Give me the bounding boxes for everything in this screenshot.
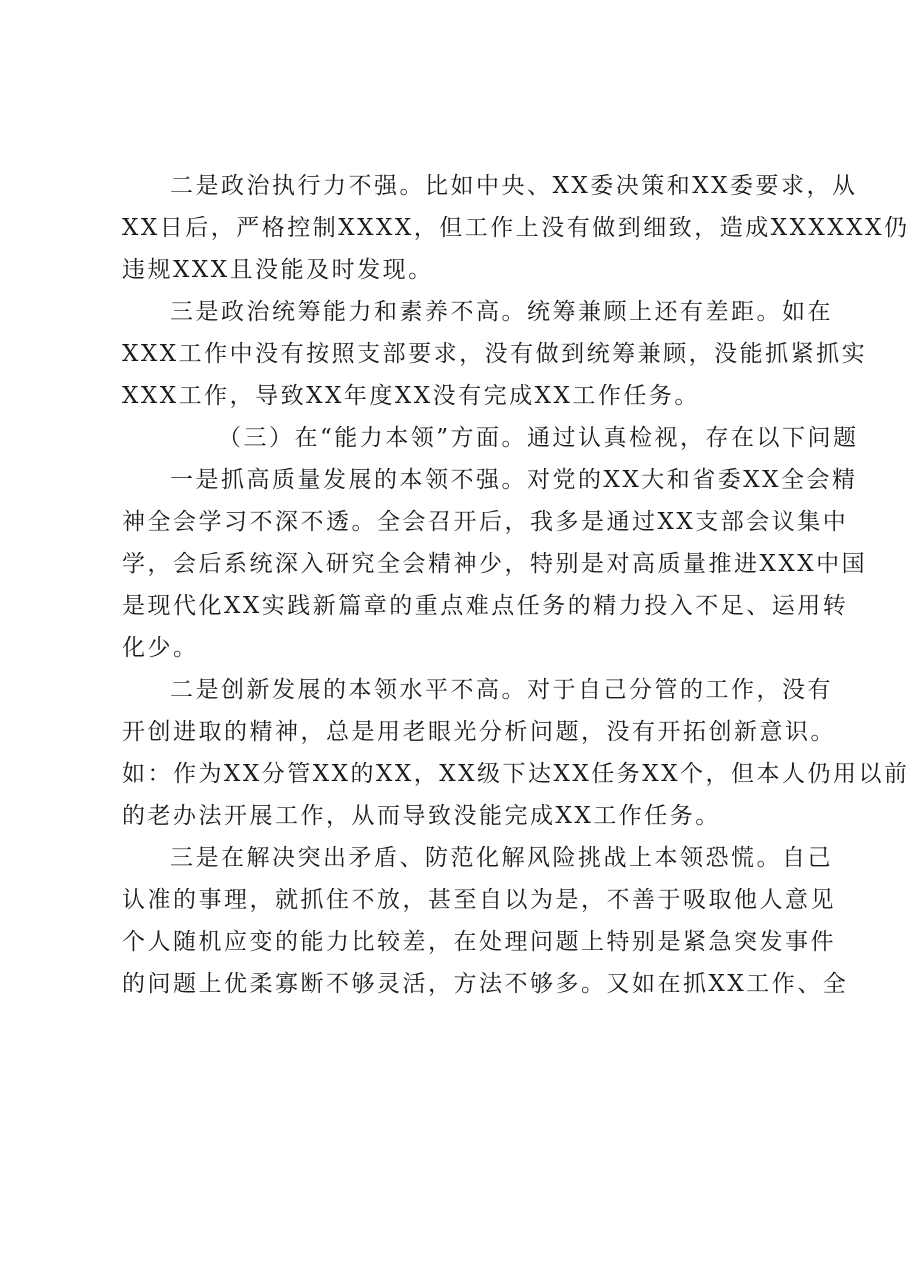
text-line: 认准的事理，就抓住不放，甚至自以为是，不善于吸取他人意见 <box>122 887 836 913</box>
paragraph-political-execution <box>122 165 909 291</box>
text-line: 三是在解决突出矛盾、防范化解风险挑战上本领恐慌。自己 <box>170 845 833 871</box>
text-line: 如：作为XX分管XX的XX，XX级下达XX任务XX个，但本人仍用以前 <box>122 761 909 787</box>
section-heading-ability <box>122 417 859 459</box>
text-line: XX日后，严格控制XXXX，但工作上没有做到细致，造成XXXXXX仍 <box>122 215 909 241</box>
paragraph-political-coordination <box>122 291 868 417</box>
text-line: XXX工作，导致XX年度XX没有完成XX工作任务。 <box>122 383 700 409</box>
text-line: 个人随机应变的能力比较差，在处理问题上特别是紧急突发事件 <box>122 929 836 955</box>
text-line: 二是政治执行力不强。比如中央、XX委决策和XX委要求，从 <box>170 173 858 199</box>
text-line: 是现代化XX实践新篇章的重点难点任务的精力投入不足、运用转 <box>122 593 849 619</box>
section-heading-text: （三）在“能力本领”方面。通过认真检视，存在以下问题 <box>218 425 859 451</box>
text-line: 化少。 <box>122 635 199 661</box>
paragraph-innovation <box>122 669 909 837</box>
paragraph-high-quality-development <box>122 459 868 669</box>
text-line: 的老办法开展工作，从而导致没能完成XX工作任务。 <box>122 803 721 829</box>
text-line: 的问题上优柔寡断不够灵活，方法不够多。又如在抓XX工作、全 <box>122 971 849 997</box>
text-line: 一是抓高质量发展的本领不强。对党的XX大和省委XX全会精 <box>170 467 858 493</box>
document-body <box>122 165 909 1005</box>
text-line: 学，会后系统深入研究全会精神少，特别是对高质量推进XXX中国 <box>122 551 868 577</box>
text-line: XXX工作中没有按照支部要求，没有做到统筹兼顾，没能抓紧抓实 <box>122 341 868 367</box>
text-line: 开创进取的精神，总是用老眼光分析问题，没有开拓创新意识。 <box>122 719 836 745</box>
text-line: 二是创新发展的本领水平不高。对于自己分管的工作，没有 <box>170 677 833 703</box>
paragraph-risk-challenges <box>122 837 849 1005</box>
text-line: 三是政治统筹能力和素养不高。统筹兼顾上还有差距。如在 <box>170 299 833 325</box>
text-line: 神全会学习不深不透。全会召开后，我多是通过XX支部会议集中 <box>122 509 849 535</box>
text-line: 违规XXX且没能及时发现。 <box>122 257 434 283</box>
